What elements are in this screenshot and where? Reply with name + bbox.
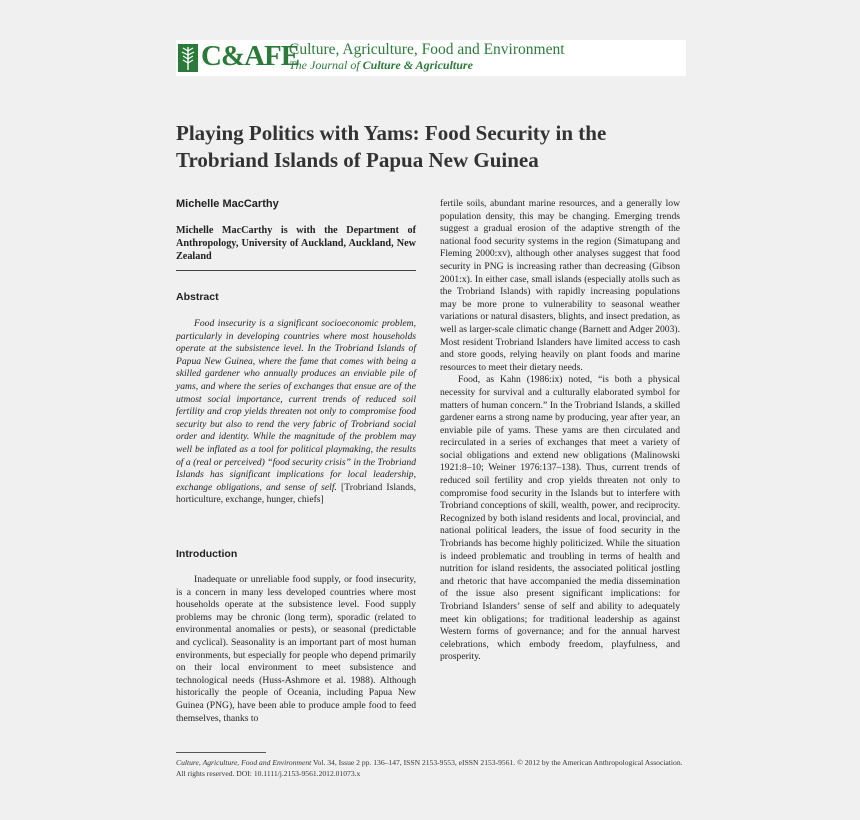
abstract-heading: Abstract: [176, 291, 219, 303]
author-affiliation: Michelle MacCarthy is with the Department of Anthropology, University of Auckland, Auckland, New Zealand: [176, 225, 416, 262]
wheat-icon: [178, 44, 198, 72]
introduction-paragraph: Inadequate or unreliable food supply, or food insecurity, is a concern in many less developed countries where most households operate at the subsistence level. Food supply problems may be chronic (long term), sporadic (related to environmental anomalies or pests), or seasonal (predictable and cyclical). Seasonality is an important part of most human environments, but especially for people who depend primarily on their local environment to meet subsistence and technological needs (Huss-Ashmore et al. 1988). Although historically the people of Oceania, including Papua New Guinea (PNG), have been able to produce ample food to feed themselves, thanks to: [176, 574, 416, 724]
abstract-body: Food insecurity is a significant socioeconomic problem, particularly in developing countries where most households operate at the subsistence level. In the Trobriand Islands of Papua New Guinea, where the fame that comes with being a skilled gardener who annually produces an enviable pile of yams, and where the series of exchanges that ensue are of the utmost social importance, current trends of reduced soil fertility and crop yields threaten not only to compromise food security but also to rend the very fabric of Trobriand social order and identity. While the magnitude of the problem may well be inflated as a tool for political playmaking, the results of a (real or perceived) “food security crisis” in the Trobriand Islands has significant implications for local leadership, exchange obligations, and sense of self.: [176, 318, 416, 493]
journal-logo: C&AFE: [201, 40, 300, 72]
divider: [176, 270, 416, 271]
abstract-text: [176, 318, 416, 507]
introduction-heading: Introduction: [176, 548, 238, 560]
article-title: Playing Politics with Yams: Food Security in the Trobriand Islands of Papua New Guinea: [176, 121, 607, 172]
introduction-text: [176, 574, 416, 725]
author-name: Michelle MacCarthy: [176, 198, 279, 210]
footer-divider: [176, 752, 266, 753]
paragraph-food: Food, as Kahn (1986:ix) noted, “is both a physical necessity for survival and a culturally elaborated symbol for matters of human concern.” In the Trobriand Islands, a skilled gardener earns a strong name by producing, year after year, an enviable pile of yams. These yams are then circulated and recirculated in a series of exchanges that meet a variety of social obligations and extend new obligations (Malinowski 1921:8–10; Weiner 1976:137–138). Thus, current trends of reduced soil fertility and crop yields threaten not only to compromise food security in the Islands but to interfere with Trobriand conceptions of skill, wealth, power, and reciprocity. Recognized by both island residents and local, provincial, and national political leaders, the issue of food security in the Trobriands has become highly politicized. While the situation is indeed problematic and troubling in terms of health and nutrition for island residents, the associated political jostling and rhetoric that have accompanied the media dissemination of the issue also present significant implications: for Trobriand Islanders’ sense of self and ability to adequately meet kin obligations; for traditional leadership as against Western forms of governance; and for the annual harvest celebrations, which embody freedom, playfulness, and prosperity.: [440, 374, 680, 663]
paragraph-continued: fertile soils, abundant marine resources, and a generally low population density, this may be changing. Emerging trends suggest a gradual erosion of the adaptive strength of the national food security systems in the region (Simatupang and Fleming 2000:xv), although other analyses suggest that food security in PNG is increasing rather than decreasing (Gibson 2001:x). In either case, small islands (especially atolls such as the Trobriand Islands) with rapidly increasing populations may be more prone to vulnerability to seasonal weather variations or natural disasters, blights, and insect predation, as well as larger-scale climatic change (Barnett and Adger 2003). Most resident Trobriand Islanders have limited access to cash and store goods, relying heavily on plant foods and marine resources to meet their dietary needs.: [440, 198, 680, 373]
footer-journal: Culture, Agriculture, Food and Environment: [176, 758, 312, 767]
abstract-keywords: [Trobriand Islands, horticulture, exchange, hunger, chiefs]: [176, 481, 416, 506]
journal-name: Culture, Agriculture, Food and Environment: [289, 41, 565, 58]
journal-subtitle: The Journal of Culture & Agriculture: [289, 58, 473, 72]
right-column: [440, 198, 680, 664]
footer-details: Vol. 34, Issue 2 pp. 136–147, ISSN 2153-9553, eISSN 2153-9561. © 2012 by the American Anthropological Association. All rights reserved. DOI: 10.1111/j.2153-9561.2012.01073.x: [176, 758, 683, 778]
footer-citation: [176, 757, 686, 779]
